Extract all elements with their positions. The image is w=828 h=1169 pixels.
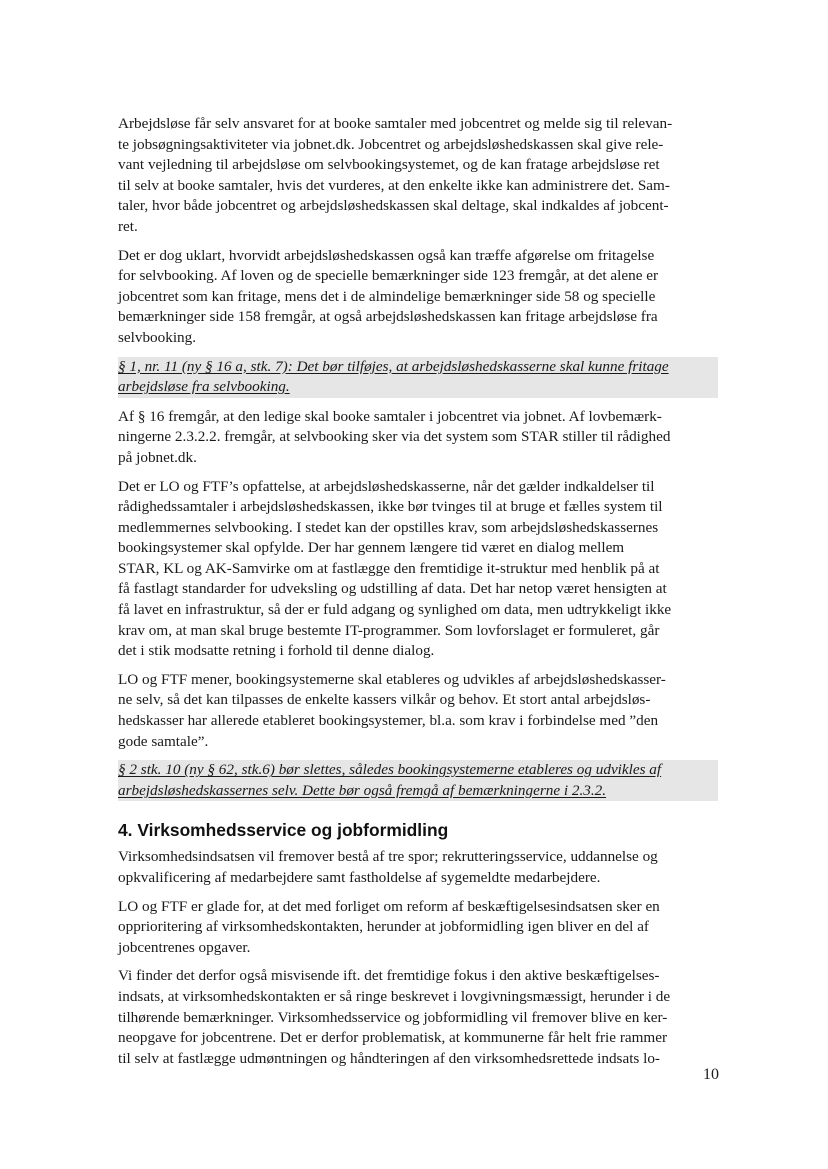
text-line: ret. bbox=[118, 217, 138, 235]
text-line: opprioritering af virksomhedskontakten, herunder at jobformidling igen bliver en del af bbox=[118, 918, 649, 936]
text-line: krav om, at man skal bruge bestemte IT-programmer. Som lovforslaget er formuleret, går bbox=[118, 621, 660, 639]
section-heading: 4. Virksomhedsservice og jobformidling bbox=[118, 820, 449, 841]
paragraph-three-tracks bbox=[118, 847, 718, 888]
text-line: få fastlagt standarder for udveksling og udstilling af data. Det har netop været hensigten at bbox=[118, 580, 667, 598]
text-line: indsats, at virksomhedskontakten er så ringe beskrevet i lovgivningsmæssigt, herunder i de bbox=[118, 987, 671, 1005]
text-line: ningerne 2.3.2.2. fremgår, at selvbooking sker via det system som STAR stiller til rådighed bbox=[118, 428, 671, 446]
text-line: jobcentret som kan fritage, mens det i de almindelige bemærkninger side 58 og specielle bbox=[118, 287, 656, 305]
text-line: Arbejdsløse får selv ansvaret for at booke samtaler med jobcentret og melde sig til relevan- bbox=[118, 115, 673, 132]
text-line: for selvbooking. Af loven og de specielle bemærkninger side 123 fremgår, at det alene er bbox=[118, 267, 659, 285]
text-line: opkvalificering af medarbejdere samt fastholdelse af sygemeldte medarbejdere. bbox=[118, 869, 601, 886]
paragraph-exemption-unclear bbox=[118, 246, 718, 349]
paragraph-misleading bbox=[118, 966, 718, 1069]
page-number: 10 bbox=[703, 1066, 719, 1083]
text-line: STAR, KL og AK-Samvirke om at fastlægge den fremtidige it-struktur med henblik på at bbox=[118, 559, 660, 577]
text-line: ne selv, så det kan tilpasses de enkelte kassers vilkår og behov. Et stort antal arbejdsløs- bbox=[118, 691, 651, 709]
text-line: tilhørende bemærkninger. Virksomhedsservice og jobformidling vil fremover blive en ker- bbox=[118, 1008, 668, 1026]
text-line: Virksomhedsindsatsen vil fremover bestå af tre spor; rekrutteringsservice, uddannelse og bbox=[118, 848, 658, 866]
text-line: Af § 16 fremgår, at den ledige skal booke samtaler i jobcentret via jobnet. Af lovbemærk- bbox=[118, 407, 662, 425]
text-line: selvbooking. bbox=[118, 328, 197, 346]
text-line: til selv at booke samtaler, hvis det vurderes, at den enkelte ikke kan administrere det. Sam- bbox=[118, 176, 670, 194]
recommendation-line: § 2 stk. 10 (ny § 62, stk.6) bør slettes, således bookingsystemerne etableres og udvikles af bbox=[118, 761, 662, 779]
recommendation-box-1 bbox=[118, 357, 718, 398]
text-line: til selv at fastlægge udmøntningen og håndteringen af den virksomhedsrettede indsats lo- bbox=[118, 1049, 660, 1067]
text-line: vant vejledning til arbejdsløse om selvbookingsystemet, og de kan fratage arbejdsløse ret bbox=[118, 156, 660, 174]
text-line: taler, hvor både jobcentret og arbejdsløshedskassen skal deltage, skal indkaldes af jobcent- bbox=[118, 197, 669, 215]
text-line: jobcentrenes opgaver. bbox=[118, 938, 251, 956]
text-line: Det er dog uklart, hvorvidt arbejdsløshedskassen også kan træffe afgørelse om fritagelse bbox=[118, 246, 655, 264]
text-line: LO og FTF er glade for, at det med forliget om reform af beskæftigelsesindsatsen sker en bbox=[118, 897, 660, 915]
text-line: LO og FTF mener, bookingsystemerne skal etableres og udvikles af arbejdsløshedskasser- bbox=[118, 670, 666, 688]
paragraph-booking-systems bbox=[118, 670, 718, 752]
text-line: gode samtale”. bbox=[118, 732, 209, 750]
text-line: medlemmernes selvbooking. I stedet kan der opstilles krav, som arbejdsløshedskassernes bbox=[118, 518, 659, 536]
text-line: Det er LO og FTF’s opfattelse, at arbejdsløshedskasserne, når det gælder indkaldelser til bbox=[118, 477, 655, 495]
paragraph-prioritization bbox=[118, 897, 718, 959]
text-line: te jobsøgningsaktiviteter via jobnet.dk. Jobcentret og arbejdsløshedskassen skal give rele- bbox=[118, 135, 664, 153]
text-line: Vi finder det derfor også misvisende ift. det fremtidige fokus i den aktive beskæftigelses- bbox=[118, 967, 660, 985]
text-line: bookingsystemer skal opfylde. Der har gennem længere tid været en dialog mellem bbox=[118, 539, 625, 557]
recommendation-line: § 1, nr. 11 (ny § 16 a, stk. 7): Det bør tilføjes, at arbejdsløshedskasserne skal kunne fritage bbox=[118, 357, 669, 375]
text-line: bemærkninger side 158 fremgår, at også arbejdsløshedskassen kan fritage arbejdsløse fra bbox=[118, 308, 658, 326]
recommendation-line: arbejdsløshedskassernes selv. Dette bør også fremgå af bemærkningerne i 2.3.2. bbox=[118, 781, 607, 799]
paragraph-lo-ftf-opinion bbox=[118, 477, 718, 662]
text-line: på jobnet.dk. bbox=[118, 448, 197, 466]
paragraph-selfbooking-responsibility bbox=[118, 114, 718, 238]
recommendation-box-2 bbox=[118, 760, 718, 801]
text-line: rådighedssamtaler i arbejdsløshedskassen, ikke bør tvinges til at bruge et fælles system til bbox=[118, 498, 663, 516]
text-line: neopgave for jobcentrene. Det er derfor problematisk, at kommunerne får helt frie rammer bbox=[118, 1029, 668, 1047]
text-column bbox=[118, 114, 718, 1077]
recommendation-line: arbejdsløse fra selvbooking. bbox=[118, 378, 290, 396]
text-line: hedskasser har allerede etableret bookingsystemer, bl.a. som krav i forbindelse med ”den bbox=[118, 712, 659, 730]
text-line: det i stik modsatte retning i forhold til denne dialog. bbox=[118, 642, 435, 660]
paragraph-section-16 bbox=[118, 407, 718, 469]
text-line: få lavet en infrastruktur, så der er fuld adgang og synlighed om data, men udtrykkeligt ikke bbox=[118, 601, 672, 619]
